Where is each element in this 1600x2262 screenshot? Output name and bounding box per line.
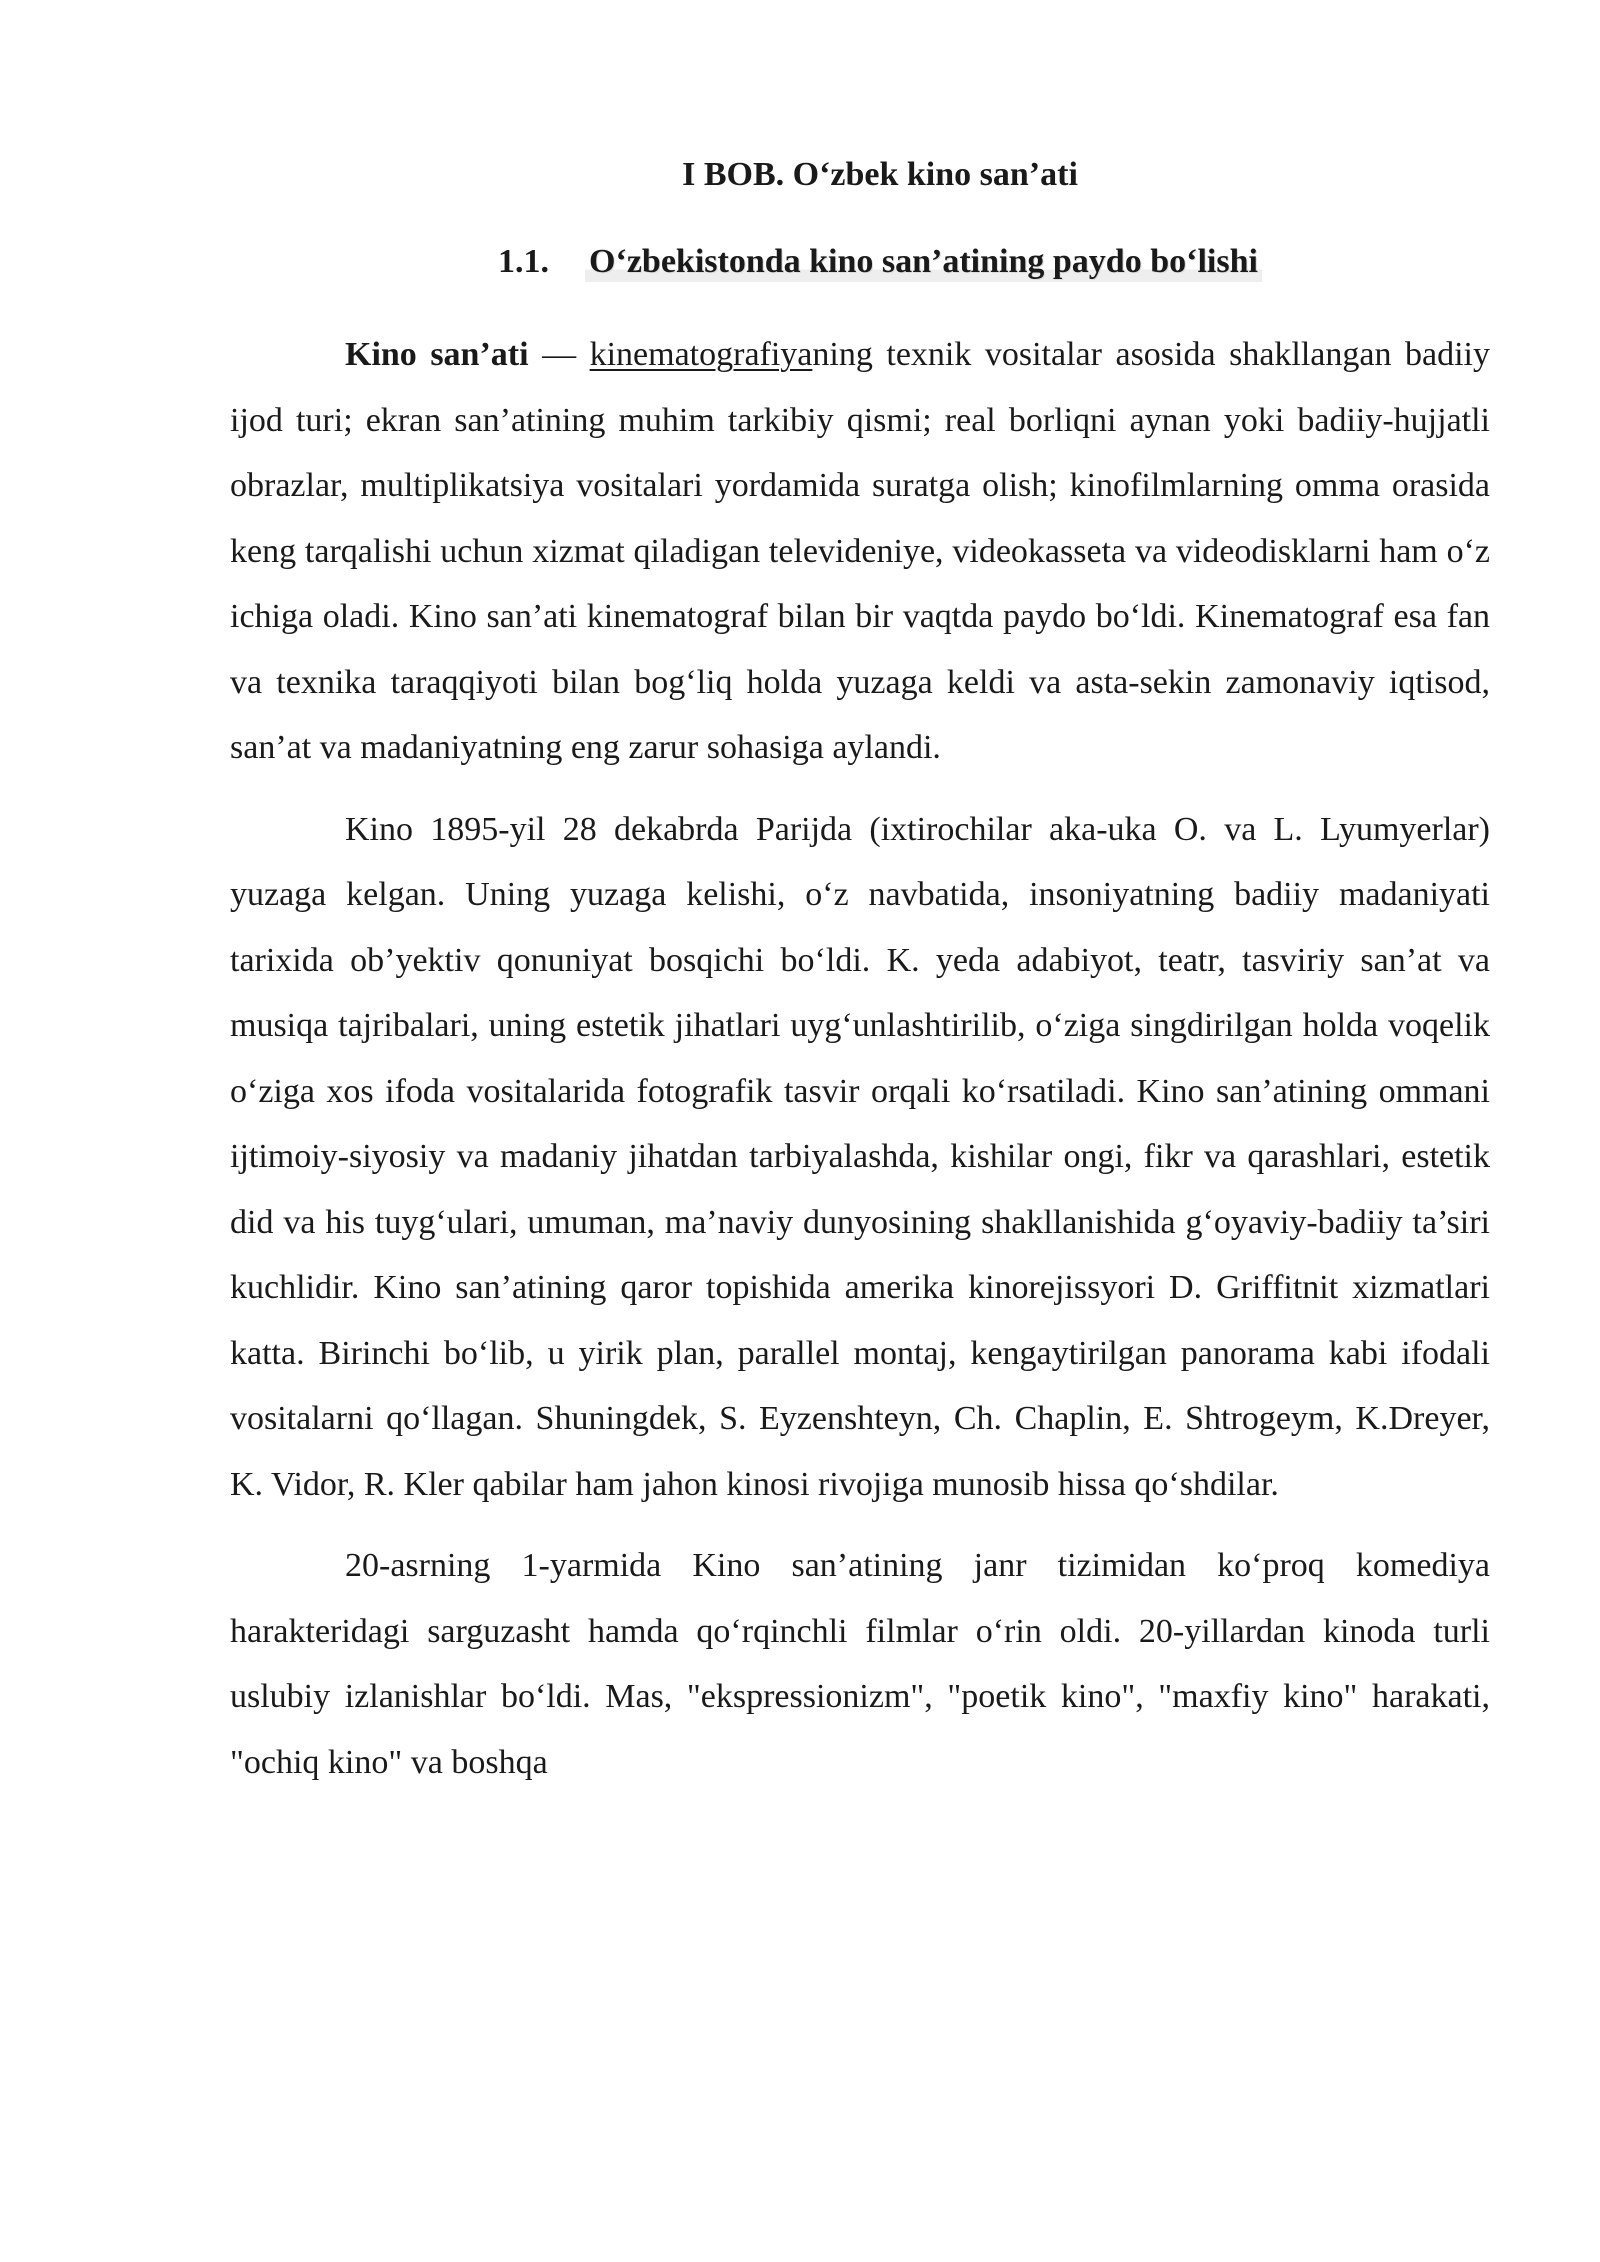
paragraph-definition-text: ning texnik vositalar asosida shakllangan badiiy ijod turi; ekran san’atining muhim tarkibiy qismi; real borliqni aynan yoki badiiy-hujjatli obrazlar, multiplikatsiya vositalari yordamida suratga olish; kinofilmlarning omma orasida keng tarqalishi uchun xizmat qiladigan televideniye, videokasseta va videodisklarni ham o‘z ichiga oladi. Kino san’ati kinematograf bilan bir vaqtda paydo bo‘ldi. Kinematograf esa fan va texnika taraqqiyoti bilan bog‘liq holda yuzaga keldi va asta-sekin zamonaviy iqtisod, san’at va madaniyatning eng zarur sohasiga aylandi.	[230, 336, 1490, 766]
paragraph-genres: 20-asrning 1-yarmida Kino san’atining janr tizimidan ko‘proq komediya harakteridagi sarguzasht hamda qo‘rqinchli filmlar o‘rin oldi. 20-yillardan kinoda turli uslubiy izlanishlar bo‘ldi. Mas, "ekspressionizm", "poetik kino", "maxfiy kino" harakati, "ochiq kino" va boshqa	[230, 1547, 1490, 1781]
em-dash: —	[528, 336, 590, 373]
document-page	[230, 140, 1490, 1811]
defined-term: Kino san’ati	[345, 336, 529, 373]
paragraph-history: Kino 1895-yil 28 dekabrda Parijda (ixtirochilar aka-uka O. va L. Lyumyerlar) yuzaga kelgan. Uning yuzaga kelishi, o‘z navbatida, insoniyatning badiiy madaniyati tarixida ob’yektiv qonuniyat bosqichi bo‘ldi. K. yeda adabiyot, teatr, tasviriy san’at va musiqa tajribalari, uning estetik jihatlari uyg‘unlashtirilib, o‘ziga singdirilgan holda voqelik o‘ziga xos ifoda vositalarida fotografik tasvir orqali ko‘rsatiladi. Kino san’atining ommani ijtimoiy-siyosiy va madaniy jihatdan tarbiyalashda, kishilar ongi, fikr va qarashlari, estetik did va his tuyg‘ulari, umuman, ma’naviy dunyosining shakllanishida g‘oyaviy-badiiy ta’siri kuchlidir. Kino san’atining qaror topishida amerika kinorejissyori D. Griffitnit xizmatlari katta. Birinchi bo‘lib, u yirik plan, parallel montaj, kengaytirilgan panorama kabi ifodali vositalarni qo‘llagan. Shuningdek, S. Eyzenshteyn, Ch. Chaplin, E. Shtrogeym, K.Dreyer, K. Vidor, R. Kler qabilar ham jahon kinosi rivojiga munosib hissa qo‘shdilar.	[230, 810, 1490, 1503]
kinematografiya-link[interactable]: kinematografiya	[589, 336, 813, 373]
paragraph-definition	[230, 322, 1490, 781]
section-title: O‘zbekistonda kino san’atining paydo bo‘lishi	[585, 241, 1262, 282]
section-heading	[230, 232, 1490, 292]
chapter-title: I BOB. O‘zbek kino san’ati	[682, 156, 1078, 193]
section-number: 1.1.	[498, 243, 550, 280]
